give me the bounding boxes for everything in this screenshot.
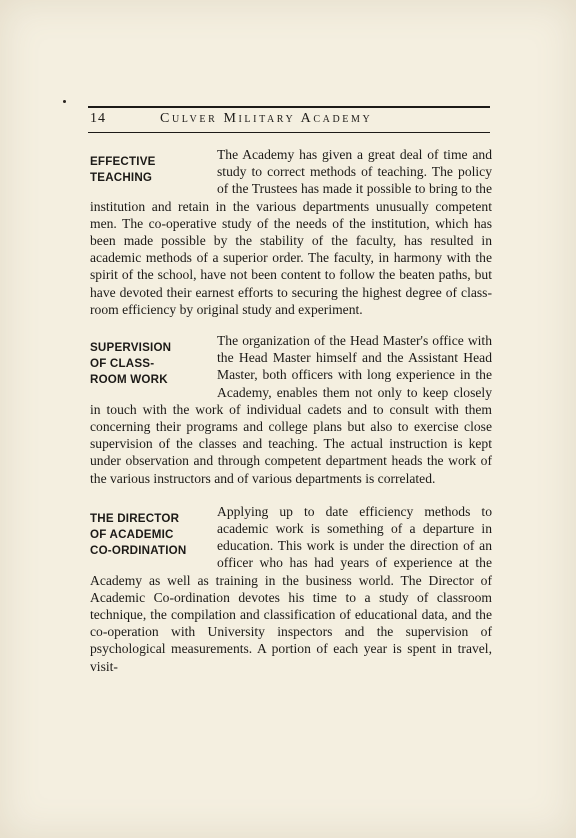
running-head — [88, 106, 490, 133]
section-supervision-of-classroom-work — [90, 332, 492, 487]
section-heading: THE DIRECTOR OF ACADEMIC CO-ORDINATION — [90, 511, 187, 557]
section-paragraph: The Academy has given a great deal of time and study to correct methods of teaching. The policy of the Trustees has made it possible to bring to the institution and retain in the various departments unusually competent men. The co-operative study of the needs of the institution, which has been made possible by the stability of the faculty, has resulted in academic methods of a superior order. The faculty, in harmony with the spirit of the school, have not been content to follow the beaten paths, but have devoted their earnest efforts to securing the highest degree of class-room efficiency by original study and experiment. — [90, 147, 492, 317]
ink-speck — [63, 100, 66, 103]
running-title: Culver Military Academy — [160, 111, 373, 126]
section-paragraph: The organization of the Head Master's office with the Head Master himself and the Assistant Head Master, both officers with long experience in the Academy, enables them not only to keep closely in touch with the work of individual cadets and to consult with them concerning their programs and college plans but also to exercise close supervision of the classes and teaching. The actual instruction is kept under observation and through competent department heads the work of the various instructors and of various departments is correlated. — [90, 333, 492, 486]
page-body — [90, 146, 492, 675]
section-effective-teaching — [90, 146, 492, 318]
section-director-of-academic-coordination — [90, 503, 492, 675]
section-paragraph: Applying up to date efficiency methods to academic work is something of a departure in education. This work is under the direction of an officer who has had years of experience at the Academy as well as training in the business world. The Director of Academic Co-ordination devotes his time to a study of classroom technique, the compilation and classification of educational data, and the co-operation with University inspectors and the supervision of psychological measurements. A portion of each year is spent in travel, visit- — [90, 503, 492, 674]
page-number: 14 — [90, 111, 106, 126]
section-heading: EFFECTIVE TEACHING — [90, 155, 156, 184]
section-heading: SUPERVISION OF CLASS- ROOM WORK — [90, 341, 172, 387]
